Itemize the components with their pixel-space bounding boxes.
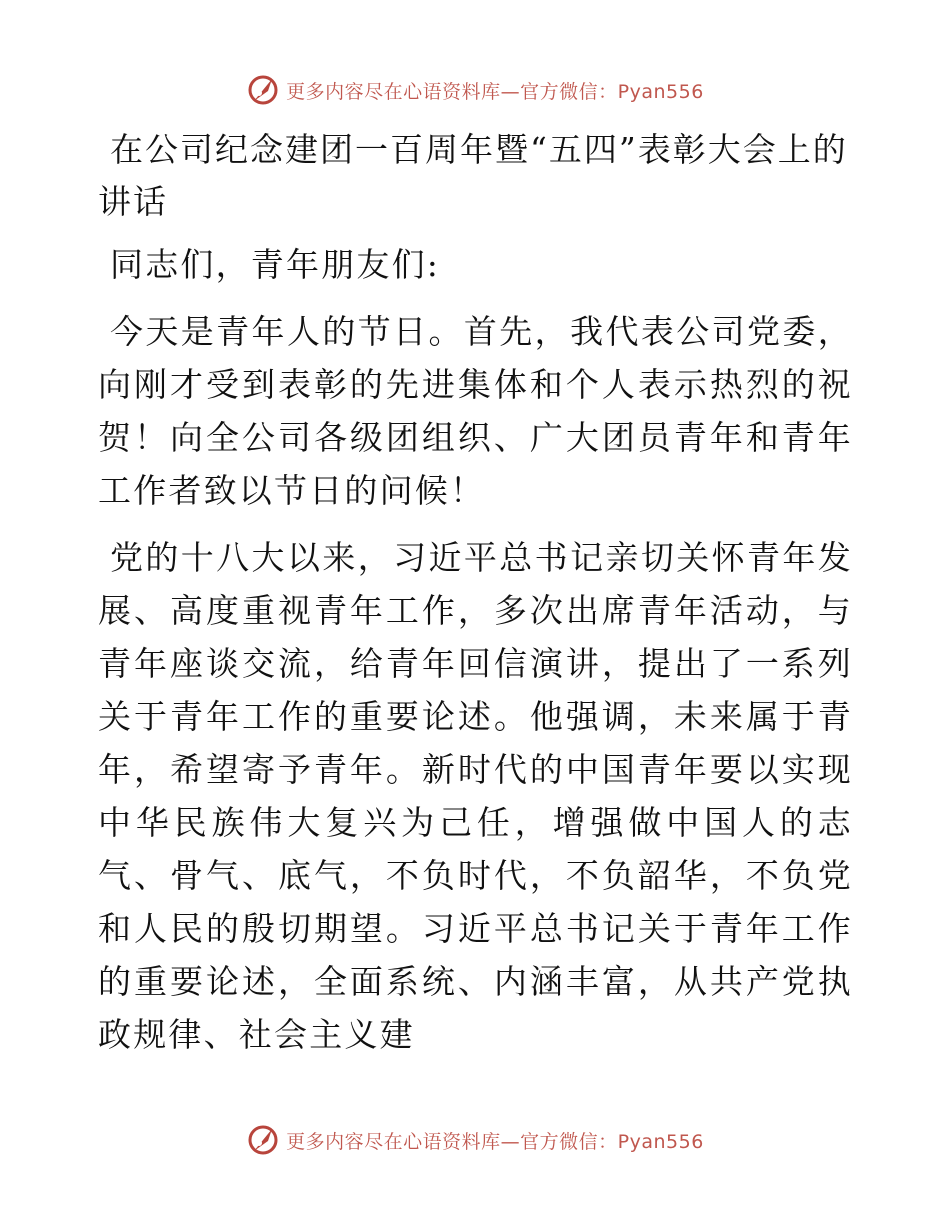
document-title: 在公司纪念建团一百周年暨“五四”表彰大会上的讲话: [98, 130, 848, 221]
quill-logo-icon: [246, 1123, 280, 1157]
document-body: [98, 124, 853, 1075]
header-banner-text: 更多内容尽在心语资料库—官方微信：Pyan556: [286, 80, 704, 103]
paragraph-greeting: 同志们，青年朋友们:: [110, 245, 441, 284]
footer-banner-text: 更多内容尽在心语资料库—官方微信：Pyan556: [286, 1130, 704, 1153]
paragraph-1: 今天是青年人的节日。首先，我代表公司党委，向刚才受到表彰的先进集体和个人表示热烈的祝贺！向全公司各级团组织、广大团员青年和青年工作者致以节日的问候！: [98, 312, 853, 510]
quill-logo-icon: [246, 73, 280, 107]
header-banner: [0, 70, 950, 110]
footer-banner: [0, 1120, 950, 1160]
paragraph-2: 党的十八大以来，习近平总书记亲切关怀青年发展、高度重视青年工作，多次出席青年活动，与青年座谈交流，给青年回信演讲，提出了一系列关于青年工作的重要论述。他强调，未来属于青年，希望寄予青年。新时代的中国青年要以实现中华民族伟大复兴为己任，增强做中国人的志气、骨气、底气，不负时代，不负韶华，不负党和人民的殷切期望。习近平总书记关于青年工作的重要论述，全面系统、内涵丰富，从共产党执政规律、社会主义建: [98, 538, 853, 1054]
